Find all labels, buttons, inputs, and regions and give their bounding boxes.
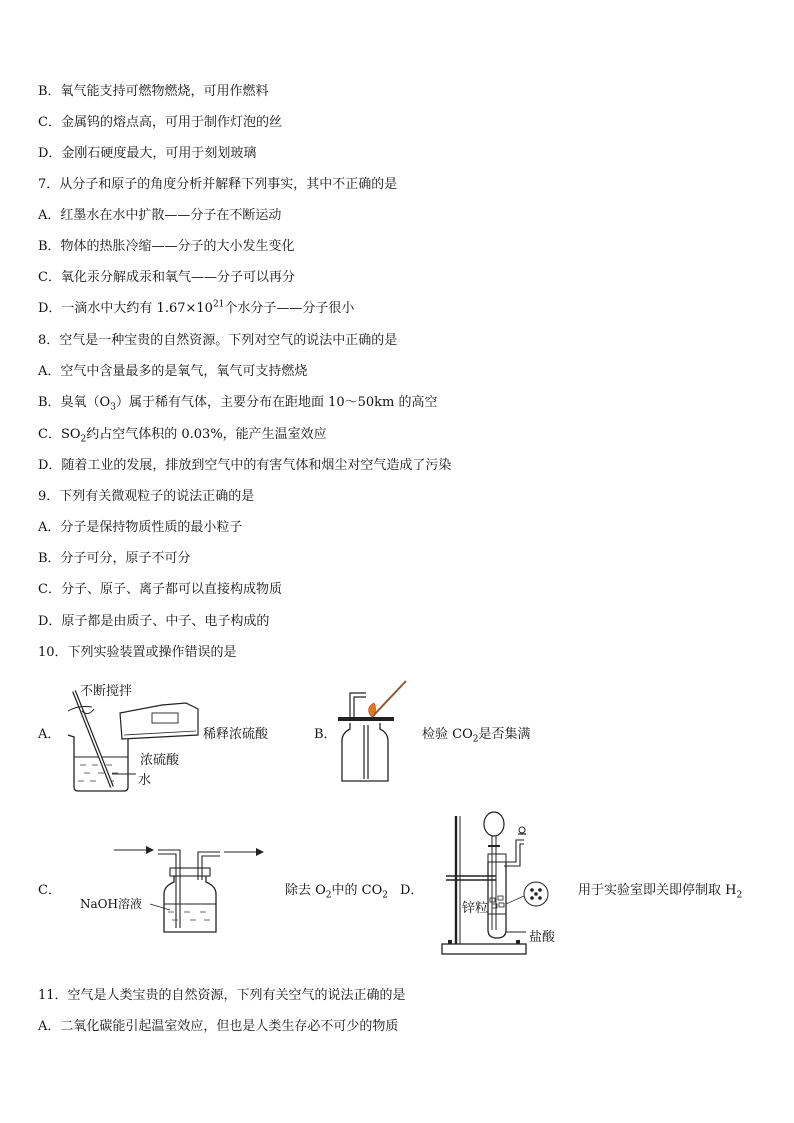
q7-option-b: B．物体的热胀冷缩——分子的大小发生变化 (38, 239, 295, 254)
q10-option-c-letter: C． (38, 883, 61, 898)
q10-option-a-letter: A． (38, 727, 61, 742)
q10-option-d-desc: 用于实验室即关即停制取 $H_2$ (578, 883, 743, 901)
q10-option-c-desc: 除去 $O_2$中的 $CO_2$ (285, 883, 389, 901)
q6-option-b: B．氧气能支持可燃物燃烧，可用作燃料 (38, 84, 269, 99)
q10-option-c-figure (112, 840, 268, 936)
q9-option-d: D．原子都是由质子、中子、电子构成的 (38, 614, 270, 629)
q10-d-label-zinc: 锌粒 (462, 901, 489, 916)
q10-a-label-acid: 浓硫酸 (140, 753, 180, 768)
q8-stem: 8．空气是一种宝贵的自然资源。下列对空气的说法中正确的是 (38, 333, 398, 348)
q7-option-a: A．红墨水在水中扩散——分子在不断运动 (38, 208, 282, 223)
q10-option-b-letter: B． (314, 727, 337, 742)
q10-option-b-desc: 检验 $CO_2$是否集满 (422, 727, 531, 745)
q8-option-c: C．$SO_2$约占空气体积的 0.03%，能产生温室效应 (38, 427, 327, 445)
q11-option-a: A．二氧化碳能引起温室效应，但也是人类生存必不可少的物质 (38, 1019, 399, 1034)
q7-stem: 7．从分子和原子的角度分析并解释下列事实，其中不正确的是 (38, 177, 398, 192)
q10-a-label-stir: 不断搅拌 (80, 684, 133, 699)
q9-stem: 9．下列有关微观粒子的说法正确的是 (38, 489, 255, 504)
q10-option-d-letter: D． (400, 883, 424, 898)
q7-option-c: C．氧化汞分解成汞和氧气——分子可以再分 (38, 270, 295, 285)
q10-a-label-water: 水 (138, 773, 152, 788)
q10-option-a-desc: 稀释浓硫酸 (203, 727, 269, 742)
q8-option-d: D．随着工业的发展，排放到空气中的有害气体和烟尘对空气造成了污染 (38, 458, 452, 473)
q9-option-c: C．分子、原子、离子都可以直接构成物质 (38, 582, 282, 597)
q10-option-b-figure (336, 679, 416, 785)
q8-option-a: A．空气中含量最多的是氧气，氧气可支持燃烧 (38, 364, 308, 379)
q10-d-label-acid: 盐酸 (529, 930, 556, 945)
q9-option-b: B．分子可分，原子不可分 (38, 551, 191, 566)
q6-option-c: C．金属钨的熔点高，可用于制作灯泡的丝 (38, 115, 282, 130)
q10-stem: 10．下列实验装置或操作错误的是 (38, 645, 237, 660)
q11-stem: 11．空气是人类宝贵的自然资源，下列有关空气的说法正确的是 (38, 988, 406, 1003)
q10-c-label-solution: NaOH溶液 (80, 897, 142, 911)
q8-option-b: B．臭氧$(O_3)$属于稀有气体，主要分布在距地面 10～50km 的高空 (38, 395, 438, 413)
q9-option-a: A．分子是保持物质性质的最小粒子 (38, 520, 243, 535)
q7-option-d: D．一滴水中大约有 $1.67\times 10^{21}$个水分子——分子很小 (38, 299, 355, 316)
q6-option-d: D．金刚石硬度最大，可用于刻划玻璃 (38, 146, 257, 161)
